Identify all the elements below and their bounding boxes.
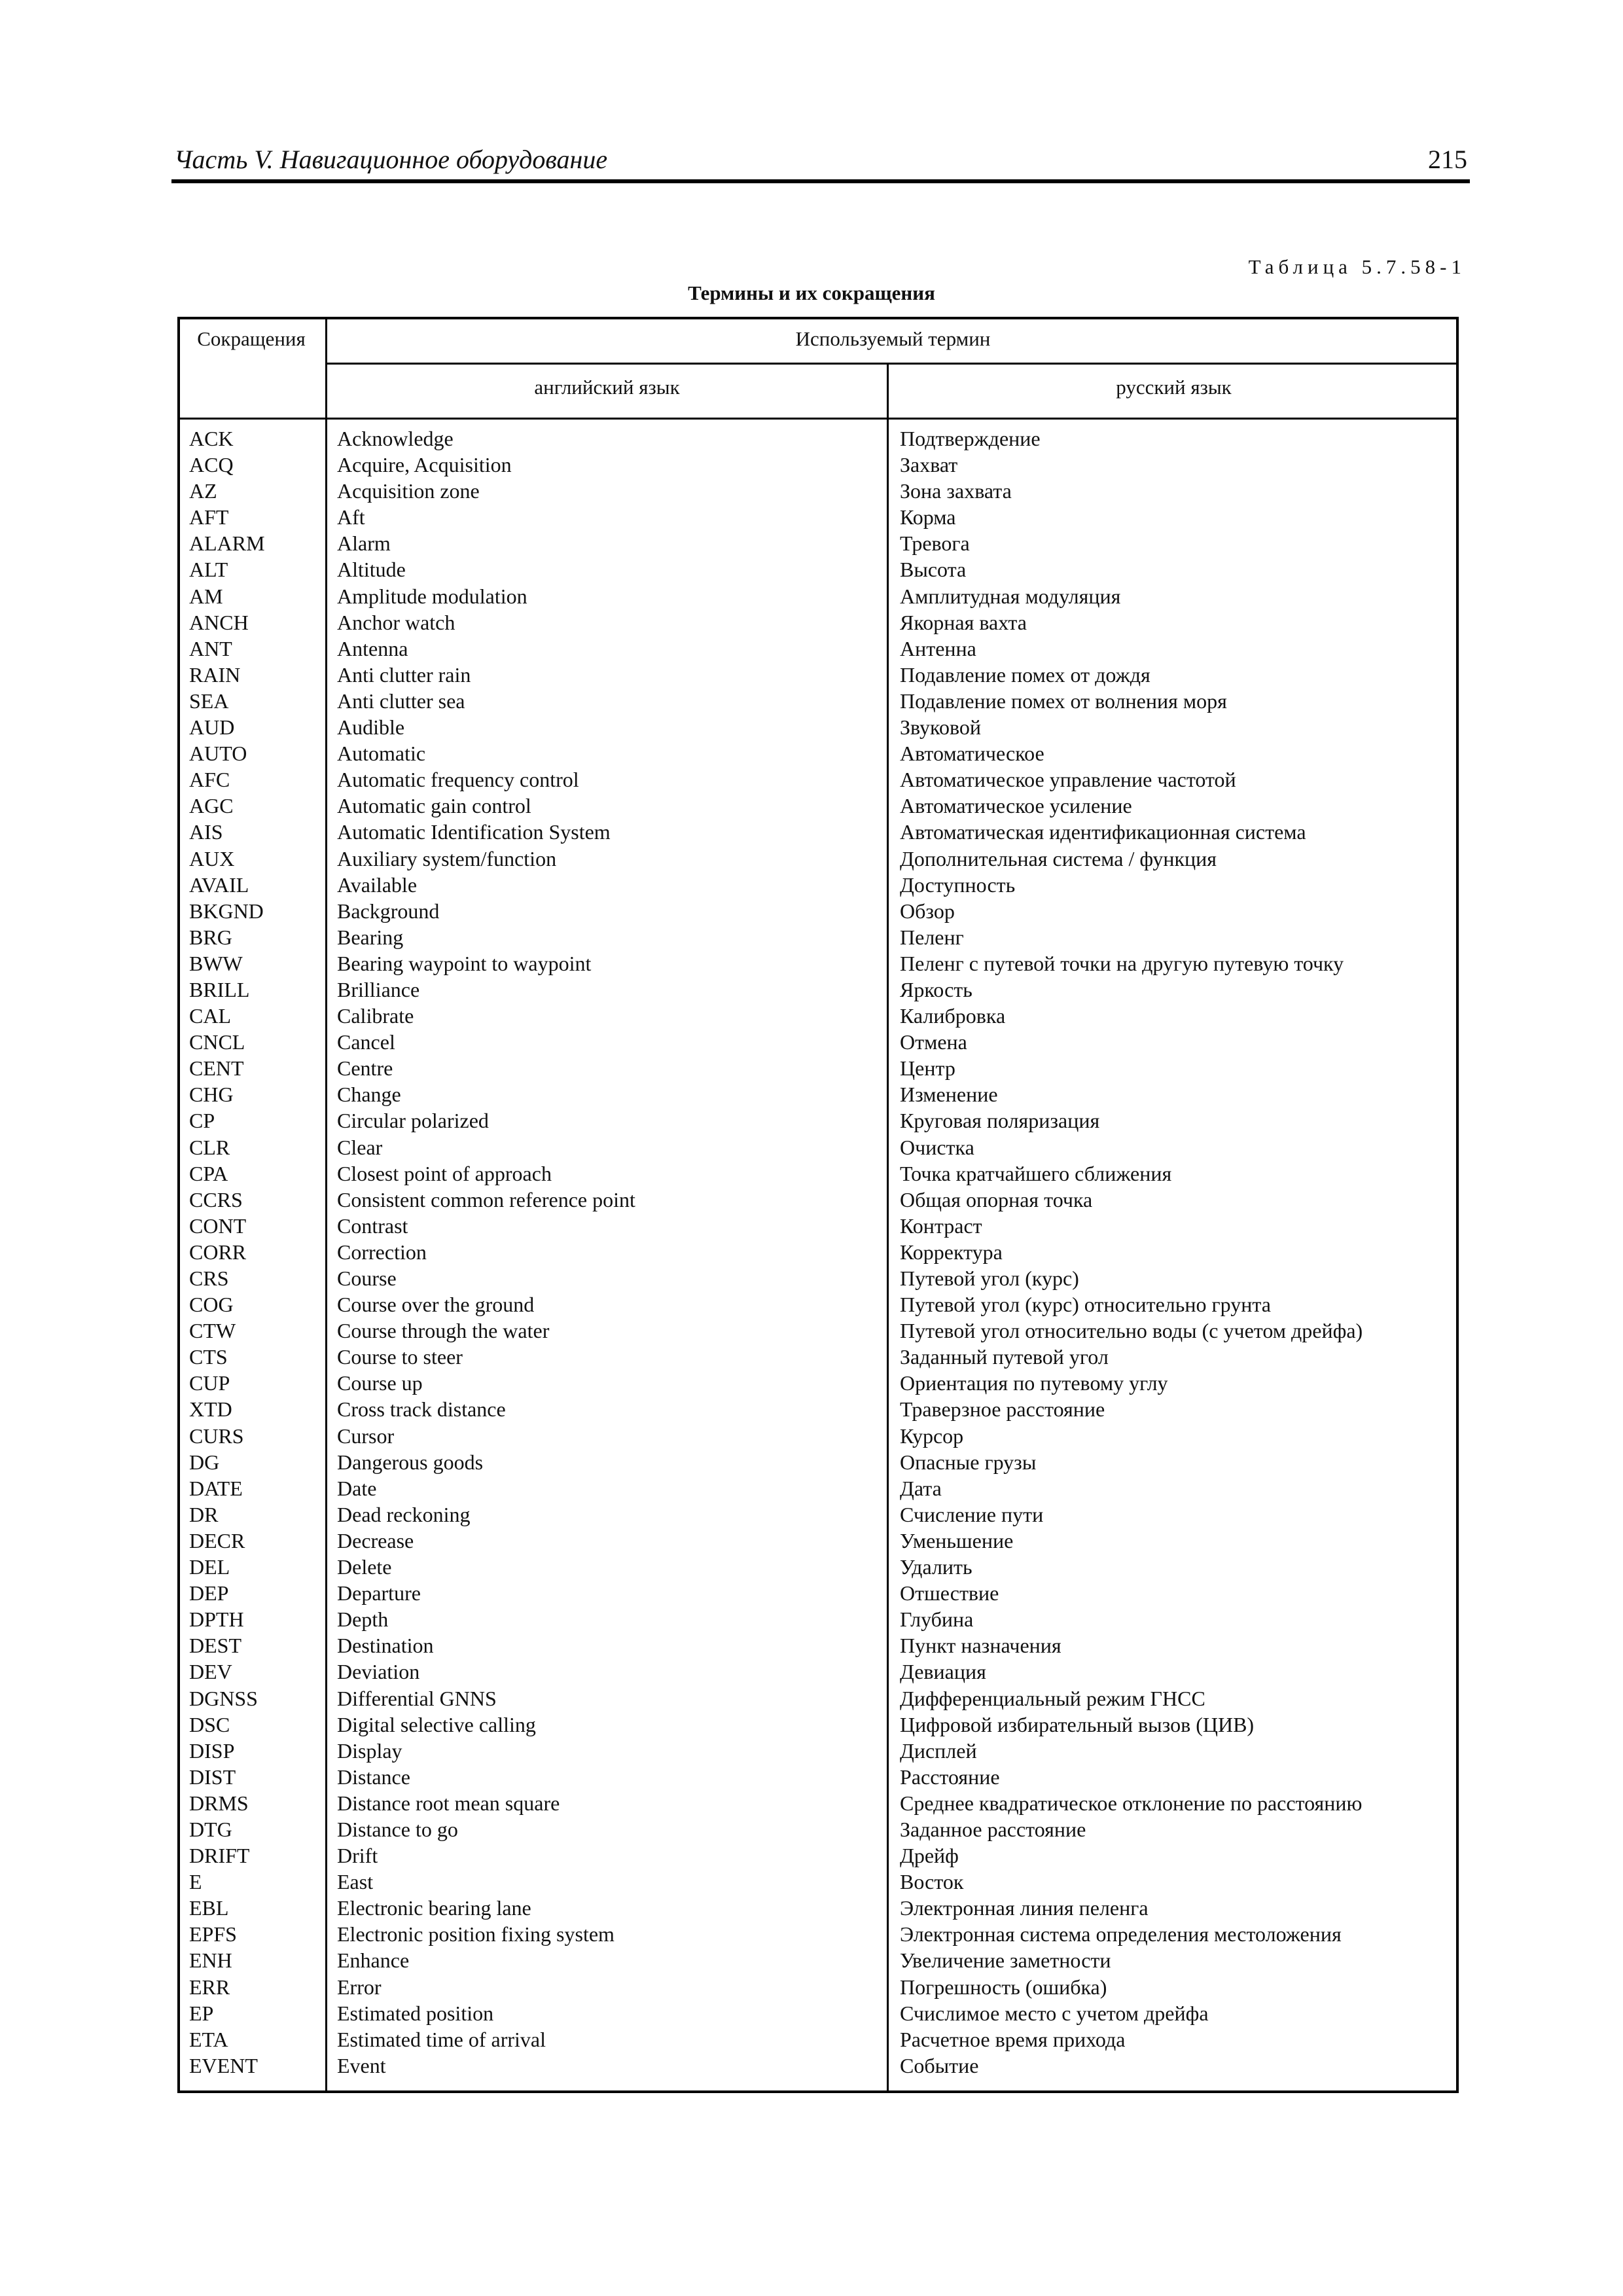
russian-term-cell: Путевой угол (курс) относительно грунта [900, 1293, 1271, 1317]
abbreviation-cell: CNCL [189, 1030, 245, 1054]
table-row [177, 1632, 1459, 1659]
abbreviation-cell: DEV [189, 1660, 232, 1684]
english-term-cell: Cursor [337, 1424, 395, 1448]
table-row [177, 1764, 1459, 1790]
russian-term-cell: Калибровка [900, 1004, 1006, 1028]
english-term-cell: Calibrate [337, 1004, 414, 1028]
english-term-cell: Background [337, 899, 440, 923]
abbreviation-cell: ENH [189, 1948, 232, 1973]
russian-term-cell: Событие [900, 2053, 979, 2077]
english-term-cell: Automatic Identification System [337, 820, 611, 844]
abbreviation-cell: ANT [189, 636, 232, 660]
abbreviation-cell: DPTH [189, 1607, 244, 1632]
table-row [177, 1974, 1459, 2000]
table-row [177, 1685, 1459, 1712]
header-divider-body [177, 418, 1459, 420]
russian-term-cell: Путевой угол относительно воды (с учетом дрейфа) [900, 1319, 1363, 1343]
english-term-cell: Dangerous goods [337, 1450, 484, 1474]
russian-term-cell: Автоматическое [900, 742, 1044, 766]
table-row [177, 846, 1459, 872]
abbreviation-cell: CRS [189, 1266, 229, 1290]
table-row [177, 1895, 1459, 1921]
english-term-cell: Estimated time of arrival [337, 2027, 546, 2051]
english-term-cell: Enhance [337, 1948, 410, 1973]
table-row [177, 2053, 1459, 2079]
abbreviation-cell: XTD [189, 1397, 232, 1422]
table-row [177, 1265, 1459, 1291]
english-term-cell: Change [337, 1083, 401, 1107]
abbreviation-cell: ERR [189, 1975, 230, 1999]
abbreviation-cell: BWW [189, 951, 243, 975]
table-row [177, 478, 1459, 504]
russian-term-cell: Яркость [900, 977, 972, 1001]
abbreviation-cell: DEST [189, 1634, 241, 1658]
english-term-cell: Electronic bearing lane [337, 1896, 531, 1920]
abbreviation-cell: EBL [189, 1896, 229, 1920]
russian-term-cell: Круговая поляризация [900, 1109, 1100, 1133]
table-title: Термины и их сокращения [688, 281, 935, 304]
table-row [177, 1396, 1459, 1422]
abbreviation-cell: CP [189, 1109, 215, 1133]
russian-term-cell: Якорная вахта [900, 610, 1027, 634]
column-header-abbr: Сокращения [197, 327, 306, 350]
english-term-cell: Cross track distance [337, 1397, 506, 1422]
english-term-cell: Display [337, 1738, 402, 1763]
english-term-cell: Drift [337, 1844, 378, 1868]
russian-term-cell: Удалить [900, 1555, 972, 1579]
abbreviation-cell: CUP [189, 1371, 230, 1395]
english-term-cell: Destination [337, 1634, 434, 1658]
table-number: Таблица 5.7.58-1 [1248, 255, 1466, 278]
table-row [177, 1869, 1459, 1895]
abbreviation-cell: AUX [189, 846, 235, 870]
abbreviation-cell: BKGND [189, 899, 264, 923]
column-header-russian: русский язык [1116, 376, 1232, 399]
english-term-cell: Centre [337, 1056, 393, 1081]
table-row [177, 1790, 1459, 1816]
abbreviation-cell: DISP [189, 1738, 235, 1763]
table-row [177, 1475, 1459, 1501]
table-row [177, 1213, 1459, 1239]
russian-term-cell: Автоматическая идентификационная система [900, 820, 1306, 844]
english-term-cell: Bearing waypoint to waypoint [337, 951, 592, 975]
table-row [177, 452, 1459, 478]
russian-term-cell: Дифференциальный режим ГНСС [900, 1686, 1205, 1710]
table-row [177, 1501, 1459, 1528]
english-term-cell: Anti clutter sea [337, 689, 465, 713]
russian-term-cell: Центр [900, 1056, 955, 1081]
table-row [177, 2026, 1459, 2053]
abbreviation-cell: AUTO [189, 742, 247, 766]
abbreviation-cell: RAIN [189, 662, 241, 687]
abbreviation-cell: ALARM [189, 531, 265, 556]
abbreviation-cell: DG [189, 1450, 220, 1474]
russian-term-cell: Высота [900, 558, 967, 582]
table-row [177, 1738, 1459, 1764]
abbreviation-cell: CORR [189, 1240, 247, 1264]
russian-term-cell: Ориентация по путевому углу [900, 1371, 1168, 1395]
russian-term-cell: Счисление пути [900, 1502, 1044, 1526]
page-number: 215 [1428, 145, 1467, 174]
abbreviation-cell: E [189, 1870, 202, 1894]
russian-term-cell: Заданный путевой угол [900, 1345, 1109, 1369]
abbreviation-cell: ALT [189, 558, 228, 582]
russian-term-cell: Расстояние [900, 1765, 1000, 1789]
abbreviation-cell: COG [189, 1293, 234, 1317]
table-row [177, 1659, 1459, 1685]
abbreviation-cell: DRMS [189, 1791, 249, 1815]
english-term-cell: Auxiliary system/function [337, 846, 557, 870]
english-term-cell: Acquire, Acquisition [337, 453, 512, 477]
abbreviation-cell: DEP [189, 1581, 229, 1605]
column-header-term: Используемый термин [795, 327, 991, 350]
table-row [177, 688, 1459, 714]
english-term-cell: Automatic [337, 742, 426, 766]
russian-term-cell: Звуковой [900, 715, 981, 740]
abbreviation-cell: DEL [189, 1555, 230, 1579]
russian-term-cell: Пункт назначения [900, 1634, 1061, 1658]
table-row [177, 1134, 1459, 1160]
english-term-cell: Depth [337, 1607, 389, 1632]
russian-term-cell: Дополнительная система / функция [900, 846, 1217, 870]
abbreviation-cell: CTS [189, 1345, 228, 1369]
russian-term-cell: Корректура [900, 1240, 1003, 1264]
russian-term-cell: Корма [900, 505, 956, 529]
page-header [171, 139, 1470, 175]
table-row [177, 924, 1459, 950]
table-row [177, 793, 1459, 819]
russian-term-cell: Расчетное время прихода [900, 2027, 1126, 2051]
russian-term-cell: Общая опорная точка [900, 1187, 1093, 1211]
english-term-cell: Anchor watch [337, 610, 455, 634]
table-row [177, 530, 1459, 556]
russian-term-cell: Автоматическое усиление [900, 794, 1132, 818]
table-row [177, 1344, 1459, 1370]
english-term-cell: Brilliance [337, 977, 420, 1001]
russian-term-cell: Антенна [900, 636, 976, 660]
table-row [177, 1291, 1459, 1318]
english-term-cell: Differential GNNS [337, 1686, 497, 1710]
english-term-cell: Amplitude modulation [337, 584, 527, 608]
table-row [177, 1003, 1459, 1029]
table-row [177, 636, 1459, 662]
russian-term-cell: Глубина [900, 1607, 974, 1632]
abbreviation-cell: DTG [189, 1817, 232, 1841]
table-row [177, 1160, 1459, 1187]
abbreviation-cell: AFT [189, 505, 229, 529]
english-term-cell: Cancel [337, 1030, 395, 1054]
english-term-cell: Event [337, 2053, 386, 2077]
table-row [177, 714, 1459, 740]
english-term-cell: Audible [337, 715, 405, 740]
russian-term-cell: Счислимое место с учетом дрейфа [900, 2001, 1209, 2025]
table-row [177, 1423, 1459, 1449]
table-row [177, 872, 1459, 898]
english-term-cell: Aft [337, 505, 365, 529]
table-row [177, 583, 1459, 609]
abbreviation-cell: AVAIL [189, 872, 249, 897]
table-row [177, 1842, 1459, 1869]
table-row [177, 1029, 1459, 1055]
russian-term-cell: Подтверждение [900, 427, 1041, 450]
header-title: Часть V. Навигационное оборудование [174, 145, 608, 174]
english-term-cell: Distance [337, 1765, 410, 1789]
abbreviation-cell: AIS [189, 820, 223, 844]
russian-term-cell: Электронная линия пеленга [900, 1896, 1149, 1920]
abbreviation-cell: BRG [189, 925, 232, 949]
english-term-cell: Distance root mean square [337, 1791, 560, 1815]
russian-term-cell: Доступность [900, 872, 1016, 897]
english-term-cell: Digital selective calling [337, 1712, 536, 1736]
russian-term-cell: Точка кратчайшего сближения [900, 1161, 1172, 1185]
abbreviation-cell: AM [189, 584, 223, 608]
english-term-cell: Closest point of approach [337, 1161, 552, 1185]
russian-term-cell: Пеленг с путевой точки на другую путевую точку [900, 951, 1344, 975]
russian-term-cell: Дата [900, 1476, 942, 1500]
russian-term-cell: Контраст [900, 1213, 982, 1238]
english-term-cell: East [337, 1870, 374, 1894]
table-row [177, 425, 1459, 452]
english-term-cell: Course [337, 1266, 397, 1290]
russian-term-cell: Цифровой избирательный вызов (ЦИВ) [900, 1712, 1255, 1736]
russian-term-cell: Восток [900, 1870, 964, 1894]
table-row [177, 1318, 1459, 1344]
table-row [177, 662, 1459, 688]
table-row [177, 1712, 1459, 1738]
abbreviation-cell: EPFS [189, 1922, 237, 1946]
russian-term-cell: Захват [900, 453, 958, 477]
table-row [177, 898, 1459, 924]
abbreviation-cell: EP [189, 2001, 214, 2025]
russian-term-cell: Путевой угол (курс) [900, 1266, 1079, 1290]
russian-term-cell: Амплитудная модуляция [900, 584, 1121, 608]
table-row [177, 609, 1459, 636]
russian-term-cell: Обзор [900, 899, 955, 923]
table-row [177, 1580, 1459, 1606]
english-term-cell: Estimated position [337, 2001, 494, 2025]
russian-term-cell: Тревога [900, 531, 970, 556]
table-row [177, 1921, 1459, 1947]
english-term-cell: Altitude [337, 558, 406, 582]
english-term-cell: Acknowledge [337, 427, 454, 450]
abbreviation-cell: AUD [189, 715, 235, 740]
english-term-cell: Distance to go [337, 1817, 458, 1841]
abbreviation-cell: CENT [189, 1056, 244, 1081]
russian-term-cell: Траверзное расстояние [900, 1397, 1105, 1422]
english-term-cell: Departure [337, 1581, 421, 1605]
table-row [177, 1107, 1459, 1134]
english-term-cell: Correction [337, 1240, 427, 1264]
abbreviation-cell: ACQ [189, 453, 234, 477]
russian-term-cell: Дисплей [900, 1738, 977, 1763]
english-term-cell: Decrease [337, 1528, 414, 1552]
table-row [177, 1528, 1459, 1554]
abbreviation-cell: CLR [189, 1135, 230, 1159]
russian-term-cell: Среднее квадратическое отклонение по расстоянию [900, 1791, 1363, 1815]
table-row [177, 819, 1459, 845]
table-row [177, 977, 1459, 1003]
russian-term-cell: Девиация [900, 1660, 986, 1684]
russian-term-cell: Пеленг [900, 925, 964, 949]
table-row [177, 1370, 1459, 1396]
table-row [177, 766, 1459, 793]
english-term-cell: Clear [337, 1135, 383, 1159]
abbreviation-cell: ETA [189, 2027, 228, 2051]
table-row [177, 1081, 1459, 1107]
english-term-cell: Error [337, 1975, 382, 1999]
header-divider-term [325, 363, 1459, 365]
abbreviation-cell: AFC [189, 768, 230, 792]
russian-term-cell: Курсор [900, 1424, 964, 1448]
abbreviation-cell: BRILL [189, 977, 250, 1001]
table-row [177, 1239, 1459, 1265]
abbreviation-cell: DGNSS [189, 1686, 258, 1710]
table-row [177, 2000, 1459, 2026]
abbreviation-cell: CAL [189, 1004, 231, 1028]
english-term-cell: Consistent common reference point [337, 1187, 635, 1211]
russian-term-cell: Подавление помех от волнения моря [900, 689, 1227, 713]
table-row [177, 1554, 1459, 1580]
english-term-cell: Course over the ground [337, 1293, 535, 1317]
abbreviation-cell: CHG [189, 1083, 234, 1107]
english-term-cell: Dead reckoning [337, 1502, 471, 1526]
english-term-cell: Contrast [337, 1213, 408, 1238]
table-row [177, 1816, 1459, 1842]
abbreviation-cell: AZ [189, 479, 217, 503]
english-term-cell: Available [337, 872, 418, 897]
english-term-cell: Anti clutter rain [337, 662, 471, 687]
russian-term-cell: Увеличение заметности [900, 1948, 1111, 1973]
abbreviation-cell: CURS [189, 1424, 244, 1448]
abbreviation-cell: AGC [189, 794, 234, 818]
abbreviation-cell: DSC [189, 1712, 230, 1736]
russian-term-cell: Дрейф [900, 1844, 959, 1868]
table-row [177, 950, 1459, 977]
abbreviation-cell: CTW [189, 1319, 236, 1343]
english-term-cell: Automatic gain control [337, 794, 531, 818]
table-row [177, 1606, 1459, 1632]
russian-term-cell: Автоматическое управление частотой [900, 768, 1236, 792]
abbreviation-cell: CCRS [189, 1187, 243, 1211]
russian-term-cell: Отмена [900, 1030, 967, 1054]
abbreviation-cell: DR [189, 1502, 219, 1526]
table-body [177, 425, 1459, 2079]
russian-term-cell: Уменьшение [900, 1528, 1014, 1552]
header-rule [171, 179, 1470, 183]
english-term-cell: Course up [337, 1371, 423, 1395]
english-term-cell: Bearing [337, 925, 404, 949]
russian-term-cell: Изменение [900, 1083, 998, 1107]
abbreviation-cell: DECR [189, 1528, 245, 1552]
abbreviation-cell: ACK [189, 427, 234, 450]
english-term-cell: Delete [337, 1555, 392, 1579]
russian-term-cell: Отшествие [900, 1581, 999, 1605]
english-term-cell: Course through the water [337, 1319, 550, 1343]
english-term-cell: Circular polarized [337, 1109, 489, 1133]
abbreviation-cell: EVENT [189, 2053, 258, 2077]
english-term-cell: Electronic position fixing system [337, 1922, 615, 1946]
table-row [177, 1947, 1459, 1973]
abbreviation-cell: DIST [189, 1765, 236, 1789]
table-row [177, 740, 1459, 766]
abbreviation-cell: SEA [189, 689, 229, 713]
russian-term-cell: Опасные грузы [900, 1450, 1037, 1474]
english-term-cell: Alarm [337, 531, 391, 556]
russian-term-cell: Погрешность (ошибка) [900, 1975, 1107, 1999]
table-row [177, 1449, 1459, 1475]
russian-term-cell: Очистка [900, 1135, 974, 1159]
english-term-cell: Automatic frequency control [337, 768, 579, 792]
table-row [177, 504, 1459, 530]
abbreviation-cell: ANCH [189, 610, 249, 634]
table-row [177, 556, 1459, 583]
russian-term-cell: Подавление помех от дождя [900, 662, 1150, 687]
english-term-cell: Course to steer [337, 1345, 463, 1369]
abbreviation-cell: DATE [189, 1476, 243, 1500]
abbreviation-cell: CPA [189, 1161, 228, 1185]
abbreviation-cell: DRIFT [189, 1844, 250, 1868]
english-term-cell: Acquisition zone [337, 479, 480, 503]
russian-term-cell: Заданное расстояние [900, 1817, 1086, 1841]
english-term-cell: Date [337, 1476, 377, 1500]
column-header-english: английский язык [534, 376, 680, 399]
english-term-cell: Antenna [337, 636, 408, 660]
russian-term-cell: Электронная система определения местоложения [900, 1922, 1342, 1946]
table-row [177, 1187, 1459, 1213]
abbreviation-cell: CONT [189, 1213, 247, 1238]
russian-term-cell: Зона захвата [900, 479, 1012, 503]
english-term-cell: Deviation [337, 1660, 420, 1684]
table-row [177, 1055, 1459, 1081]
